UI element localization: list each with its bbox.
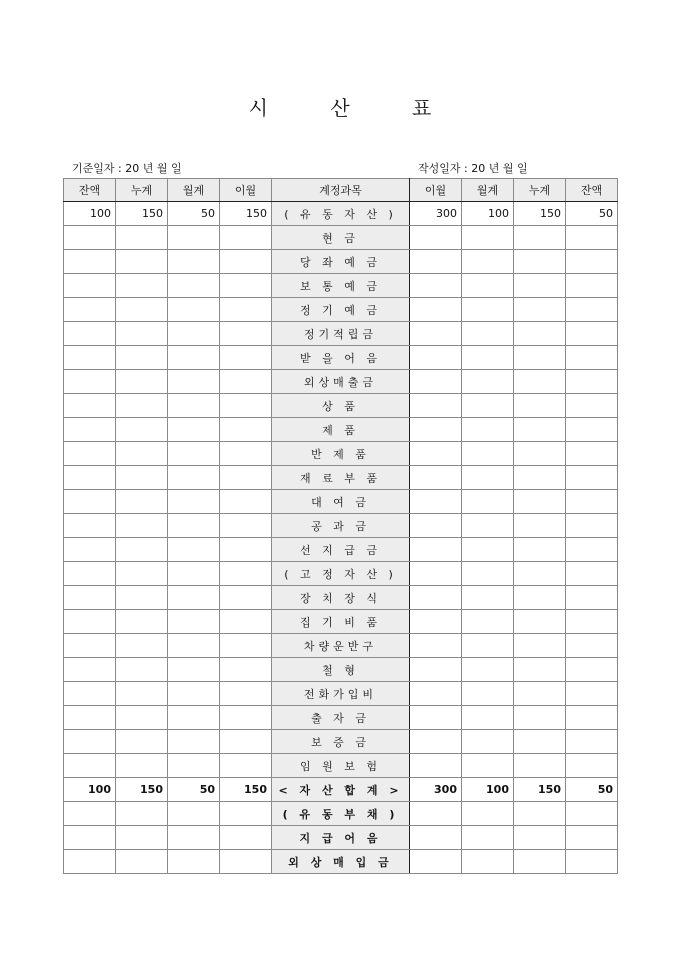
right-balance-cell xyxy=(566,850,618,874)
table-row xyxy=(64,778,618,802)
right-carryover-cell xyxy=(410,850,462,874)
right-carryover-cell xyxy=(410,802,462,826)
header-row xyxy=(64,179,618,202)
right-monthly-cell: 100 xyxy=(462,202,514,226)
left-carryover-cell xyxy=(220,250,272,274)
left-balance-cell xyxy=(64,586,116,610)
table-row xyxy=(64,202,618,226)
left-cumulative-cell xyxy=(116,562,168,586)
right-carryover-cell xyxy=(410,346,462,370)
left-balance-cell xyxy=(64,322,116,346)
account-name-cell: 당 좌 예 금 xyxy=(272,250,410,274)
header-account: 계정과목 xyxy=(272,179,410,202)
left-monthly-cell xyxy=(168,706,220,730)
right-balance-cell xyxy=(566,466,618,490)
right-cumulative-cell xyxy=(514,250,566,274)
right-monthly-cell xyxy=(462,298,514,322)
right-carryover-cell xyxy=(410,682,462,706)
account-name-cell: 임 원 보 험 xyxy=(272,754,410,778)
right-monthly-cell xyxy=(462,802,514,826)
account-name-cell: 받 을 어 음 xyxy=(272,346,410,370)
right-cumulative-cell xyxy=(514,802,566,826)
table-row xyxy=(64,826,618,850)
right-carryover-cell xyxy=(410,418,462,442)
left-monthly-cell xyxy=(168,466,220,490)
left-balance-cell: 100 xyxy=(64,202,116,226)
right-cumulative-cell: 150 xyxy=(514,202,566,226)
right-cumulative-cell xyxy=(514,370,566,394)
account-name-cell: 공 과 금 xyxy=(272,514,410,538)
left-balance-cell xyxy=(64,442,116,466)
left-carryover-cell xyxy=(220,802,272,826)
right-balance-cell xyxy=(566,250,618,274)
right-monthly-cell xyxy=(462,538,514,562)
left-cumulative-cell xyxy=(116,346,168,370)
left-balance-cell xyxy=(64,634,116,658)
left-balance-cell xyxy=(64,706,116,730)
account-name-cell: 선 지 급 금 xyxy=(272,538,410,562)
right-monthly-cell xyxy=(462,490,514,514)
left-cumulative-cell xyxy=(116,226,168,250)
right-monthly-cell: 100 xyxy=(462,778,514,802)
right-cumulative-cell xyxy=(514,658,566,682)
right-monthly-cell xyxy=(462,394,514,418)
account-name-cell: 대 여 금 xyxy=(272,490,410,514)
trial-balance-table xyxy=(63,178,618,874)
right-cumulative-cell xyxy=(514,298,566,322)
right-balance-cell xyxy=(566,346,618,370)
left-cumulative-cell xyxy=(116,730,168,754)
account-name-cell: 집 기 비 품 xyxy=(272,610,410,634)
left-carryover-cell xyxy=(220,490,272,514)
right-balance-cell xyxy=(566,442,618,466)
written-date-label: 작성일자 : 20 년 월 일 xyxy=(418,162,528,175)
left-monthly-cell xyxy=(168,610,220,634)
left-cumulative-cell xyxy=(116,802,168,826)
right-cumulative-cell: 150 xyxy=(514,778,566,802)
header-left-carryover: 이월 xyxy=(220,179,272,202)
account-name-cell: ( 유 동 자 산 ) xyxy=(272,202,410,226)
right-cumulative-cell xyxy=(514,562,566,586)
account-name-cell: 외 상 매 입 금 xyxy=(272,850,410,874)
left-balance-cell xyxy=(64,514,116,538)
right-monthly-cell xyxy=(462,370,514,394)
account-name-cell: ( 유 동 부 채 ) xyxy=(272,802,410,826)
left-monthly-cell xyxy=(168,658,220,682)
right-carryover-cell xyxy=(410,226,462,250)
left-carryover-cell xyxy=(220,850,272,874)
left-carryover-cell xyxy=(220,826,272,850)
left-cumulative-cell xyxy=(116,850,168,874)
document-title: 시 산 표 xyxy=(248,96,460,120)
right-carryover-cell xyxy=(410,514,462,538)
left-monthly-cell xyxy=(168,754,220,778)
left-cumulative-cell xyxy=(116,538,168,562)
table-row xyxy=(64,370,618,394)
right-carryover-cell xyxy=(410,754,462,778)
base-date-label: 기준일자 : 20 년 월 일 xyxy=(72,162,182,175)
right-balance-cell xyxy=(566,706,618,730)
table-row xyxy=(64,298,618,322)
left-carryover-cell xyxy=(220,514,272,538)
right-cumulative-cell xyxy=(514,466,566,490)
left-monthly-cell xyxy=(168,538,220,562)
left-cumulative-cell xyxy=(116,394,168,418)
left-balance-cell xyxy=(64,730,116,754)
left-cumulative-cell xyxy=(116,274,168,298)
left-balance-cell xyxy=(64,346,116,370)
left-cumulative-cell xyxy=(116,634,168,658)
left-carryover-cell xyxy=(220,538,272,562)
right-monthly-cell xyxy=(462,250,514,274)
table-row xyxy=(64,442,618,466)
right-balance-cell xyxy=(566,586,618,610)
right-cumulative-cell xyxy=(514,586,566,610)
table-row xyxy=(64,346,618,370)
left-balance-cell xyxy=(64,802,116,826)
left-monthly-cell xyxy=(168,226,220,250)
right-carryover-cell xyxy=(410,250,462,274)
right-cumulative-cell xyxy=(514,442,566,466)
left-monthly-cell xyxy=(168,826,220,850)
right-cumulative-cell xyxy=(514,490,566,514)
left-carryover-cell xyxy=(220,706,272,730)
right-carryover-cell xyxy=(410,658,462,682)
left-monthly-cell xyxy=(168,850,220,874)
right-carryover-cell xyxy=(410,586,462,610)
right-balance-cell xyxy=(566,394,618,418)
left-monthly-cell xyxy=(168,298,220,322)
left-carryover-cell xyxy=(220,658,272,682)
right-carryover-cell xyxy=(410,370,462,394)
right-balance-cell xyxy=(566,658,618,682)
right-balance-cell xyxy=(566,298,618,322)
right-monthly-cell xyxy=(462,610,514,634)
account-name-cell: 지 급 어 음 xyxy=(272,826,410,850)
right-balance-cell xyxy=(566,682,618,706)
left-balance-cell xyxy=(64,250,116,274)
right-monthly-cell xyxy=(462,706,514,730)
account-name-cell: 제 품 xyxy=(272,418,410,442)
right-monthly-cell xyxy=(462,226,514,250)
left-balance-cell xyxy=(64,682,116,706)
left-carryover-cell xyxy=(220,322,272,346)
left-cumulative-cell: 150 xyxy=(116,202,168,226)
right-carryover-cell xyxy=(410,634,462,658)
left-cumulative-cell xyxy=(116,586,168,610)
left-carryover-cell xyxy=(220,610,272,634)
right-balance-cell xyxy=(566,538,618,562)
table-row xyxy=(64,274,618,298)
table-row xyxy=(64,394,618,418)
left-balance-cell xyxy=(64,298,116,322)
right-monthly-cell xyxy=(462,466,514,490)
left-carryover-cell xyxy=(220,442,272,466)
account-name-cell: 반 제 품 xyxy=(272,442,410,466)
left-cumulative-cell xyxy=(116,466,168,490)
left-monthly-cell xyxy=(168,274,220,298)
right-monthly-cell xyxy=(462,682,514,706)
left-carryover-cell xyxy=(220,562,272,586)
right-monthly-cell xyxy=(462,514,514,538)
account-name-cell: 차량운반구 xyxy=(272,634,410,658)
left-balance-cell xyxy=(64,610,116,634)
header-right-monthly: 월계 xyxy=(462,179,514,202)
right-balance-cell xyxy=(566,490,618,514)
account-name-cell: 출 자 금 xyxy=(272,706,410,730)
left-carryover-cell xyxy=(220,634,272,658)
left-carryover-cell xyxy=(220,730,272,754)
right-balance-cell: 50 xyxy=(566,778,618,802)
right-balance-cell xyxy=(566,514,618,538)
left-monthly-cell xyxy=(168,418,220,442)
right-carryover-cell xyxy=(410,562,462,586)
right-cumulative-cell xyxy=(514,610,566,634)
left-monthly-cell xyxy=(168,346,220,370)
header-right-carryover: 이월 xyxy=(410,179,462,202)
right-cumulative-cell xyxy=(514,634,566,658)
left-carryover-cell xyxy=(220,754,272,778)
account-name-cell: 철 형 xyxy=(272,658,410,682)
left-carryover-cell xyxy=(220,418,272,442)
left-balance-cell xyxy=(64,850,116,874)
left-cumulative-cell xyxy=(116,370,168,394)
table-row xyxy=(64,802,618,826)
right-balance-cell xyxy=(566,826,618,850)
left-monthly-cell xyxy=(168,634,220,658)
left-balance-cell xyxy=(64,274,116,298)
right-cumulative-cell xyxy=(514,730,566,754)
left-carryover-cell xyxy=(220,682,272,706)
right-monthly-cell xyxy=(462,826,514,850)
left-carryover-cell xyxy=(220,394,272,418)
right-cumulative-cell xyxy=(514,754,566,778)
left-carryover-cell xyxy=(220,346,272,370)
table-row xyxy=(64,682,618,706)
left-monthly-cell xyxy=(168,682,220,706)
right-balance-cell xyxy=(566,322,618,346)
table-row xyxy=(64,754,618,778)
left-cumulative-cell xyxy=(116,442,168,466)
right-balance-cell xyxy=(566,226,618,250)
table-row xyxy=(64,610,618,634)
left-balance-cell xyxy=(64,538,116,562)
header-left-balance: 잔액 xyxy=(64,179,116,202)
account-name-cell: 정 기 예 금 xyxy=(272,298,410,322)
right-balance-cell xyxy=(566,274,618,298)
table-row xyxy=(64,322,618,346)
left-monthly-cell xyxy=(168,370,220,394)
header-left-cumulative: 누계 xyxy=(116,179,168,202)
right-carryover-cell xyxy=(410,538,462,562)
right-monthly-cell xyxy=(462,346,514,370)
right-balance-cell xyxy=(566,610,618,634)
table-row xyxy=(64,250,618,274)
left-balance-cell xyxy=(64,658,116,682)
left-monthly-cell xyxy=(168,250,220,274)
left-carryover-cell xyxy=(220,586,272,610)
table-row xyxy=(64,850,618,874)
left-carryover-cell: 150 xyxy=(220,202,272,226)
left-carryover-cell xyxy=(220,226,272,250)
left-monthly-cell xyxy=(168,442,220,466)
right-balance-cell xyxy=(566,802,618,826)
left-carryover-cell xyxy=(220,466,272,490)
right-cumulative-cell xyxy=(514,274,566,298)
left-balance-cell xyxy=(64,826,116,850)
right-monthly-cell xyxy=(462,658,514,682)
left-carryover-cell: 150 xyxy=(220,778,272,802)
table-row xyxy=(64,466,618,490)
right-cumulative-cell xyxy=(514,226,566,250)
left-monthly-cell: 50 xyxy=(168,202,220,226)
account-name-cell: 현 금 xyxy=(272,226,410,250)
right-balance-cell xyxy=(566,634,618,658)
account-name-cell: 전화가입비 xyxy=(272,682,410,706)
right-monthly-cell xyxy=(462,634,514,658)
right-balance-cell xyxy=(566,730,618,754)
right-carryover-cell xyxy=(410,298,462,322)
left-balance-cell xyxy=(64,226,116,250)
right-cumulative-cell xyxy=(514,706,566,730)
table-row xyxy=(64,226,618,250)
table-row xyxy=(64,538,618,562)
account-name-cell: 외상매출금 xyxy=(272,370,410,394)
right-carryover-cell xyxy=(410,610,462,634)
left-cumulative-cell xyxy=(116,514,168,538)
left-cumulative-cell xyxy=(116,298,168,322)
right-carryover-cell xyxy=(410,442,462,466)
table-row xyxy=(64,586,618,610)
left-monthly-cell xyxy=(168,394,220,418)
left-carryover-cell xyxy=(220,298,272,322)
right-balance-cell: 50 xyxy=(566,202,618,226)
account-name-cell: 보 통 예 금 xyxy=(272,274,410,298)
left-cumulative-cell xyxy=(116,322,168,346)
account-name-cell: 상 품 xyxy=(272,394,410,418)
left-carryover-cell xyxy=(220,370,272,394)
left-cumulative-cell xyxy=(116,658,168,682)
right-monthly-cell xyxy=(462,730,514,754)
right-cumulative-cell xyxy=(514,826,566,850)
left-monthly-cell xyxy=(168,802,220,826)
left-cumulative-cell xyxy=(116,418,168,442)
left-carryover-cell xyxy=(220,274,272,298)
header-right-balance: 잔액 xyxy=(566,179,618,202)
left-monthly-cell xyxy=(168,490,220,514)
right-monthly-cell xyxy=(462,586,514,610)
right-carryover-cell xyxy=(410,706,462,730)
left-monthly-cell xyxy=(168,730,220,754)
right-monthly-cell xyxy=(462,850,514,874)
right-carryover-cell xyxy=(410,466,462,490)
right-monthly-cell xyxy=(462,274,514,298)
table-row xyxy=(64,658,618,682)
left-balance-cell xyxy=(64,418,116,442)
header-left-monthly: 월계 xyxy=(168,179,220,202)
right-balance-cell xyxy=(566,370,618,394)
table-row xyxy=(64,562,618,586)
right-carryover-cell xyxy=(410,394,462,418)
right-monthly-cell xyxy=(462,418,514,442)
right-cumulative-cell xyxy=(514,322,566,346)
right-carryover-cell xyxy=(410,730,462,754)
account-name-cell: ( 고 정 자 산 ) xyxy=(272,562,410,586)
left-balance-cell xyxy=(64,394,116,418)
right-cumulative-cell xyxy=(514,418,566,442)
left-balance-cell xyxy=(64,466,116,490)
left-cumulative-cell xyxy=(116,610,168,634)
left-cumulative-cell xyxy=(116,754,168,778)
right-cumulative-cell xyxy=(514,346,566,370)
right-monthly-cell xyxy=(462,562,514,586)
left-balance-cell xyxy=(64,490,116,514)
table-row xyxy=(64,514,618,538)
right-cumulative-cell xyxy=(514,850,566,874)
right-monthly-cell xyxy=(462,754,514,778)
header-right-cumulative: 누계 xyxy=(514,179,566,202)
right-balance-cell xyxy=(566,562,618,586)
left-cumulative-cell xyxy=(116,706,168,730)
right-carryover-cell xyxy=(410,274,462,298)
account-name-cell: 장 치 장 식 xyxy=(272,586,410,610)
right-carryover-cell: 300 xyxy=(410,202,462,226)
right-monthly-cell xyxy=(462,442,514,466)
left-monthly-cell xyxy=(168,586,220,610)
right-balance-cell xyxy=(566,754,618,778)
left-cumulative-cell xyxy=(116,250,168,274)
left-monthly-cell: 50 xyxy=(168,778,220,802)
left-balance-cell xyxy=(64,754,116,778)
right-cumulative-cell xyxy=(514,682,566,706)
left-monthly-cell xyxy=(168,322,220,346)
left-cumulative-cell: 150 xyxy=(116,778,168,802)
table-row xyxy=(64,730,618,754)
account-name-cell: < 자 산 합 계 > xyxy=(272,778,410,802)
left-balance-cell xyxy=(64,370,116,394)
right-carryover-cell xyxy=(410,322,462,346)
right-cumulative-cell xyxy=(514,514,566,538)
left-monthly-cell xyxy=(168,562,220,586)
account-name-cell: 정기적립금 xyxy=(272,322,410,346)
right-cumulative-cell xyxy=(514,394,566,418)
right-carryover-cell xyxy=(410,826,462,850)
left-balance-cell xyxy=(64,562,116,586)
left-balance-cell: 100 xyxy=(64,778,116,802)
account-name-cell: 보 증 금 xyxy=(272,730,410,754)
table-row xyxy=(64,634,618,658)
left-cumulative-cell xyxy=(116,826,168,850)
left-monthly-cell xyxy=(168,514,220,538)
right-carryover-cell xyxy=(410,490,462,514)
right-carryover-cell: 300 xyxy=(410,778,462,802)
right-monthly-cell xyxy=(462,322,514,346)
table-row xyxy=(64,706,618,730)
left-cumulative-cell xyxy=(116,682,168,706)
right-balance-cell xyxy=(566,418,618,442)
table-row xyxy=(64,418,618,442)
left-cumulative-cell xyxy=(116,490,168,514)
right-cumulative-cell xyxy=(514,538,566,562)
account-name-cell: 재 료 부 품 xyxy=(272,466,410,490)
table-row xyxy=(64,490,618,514)
